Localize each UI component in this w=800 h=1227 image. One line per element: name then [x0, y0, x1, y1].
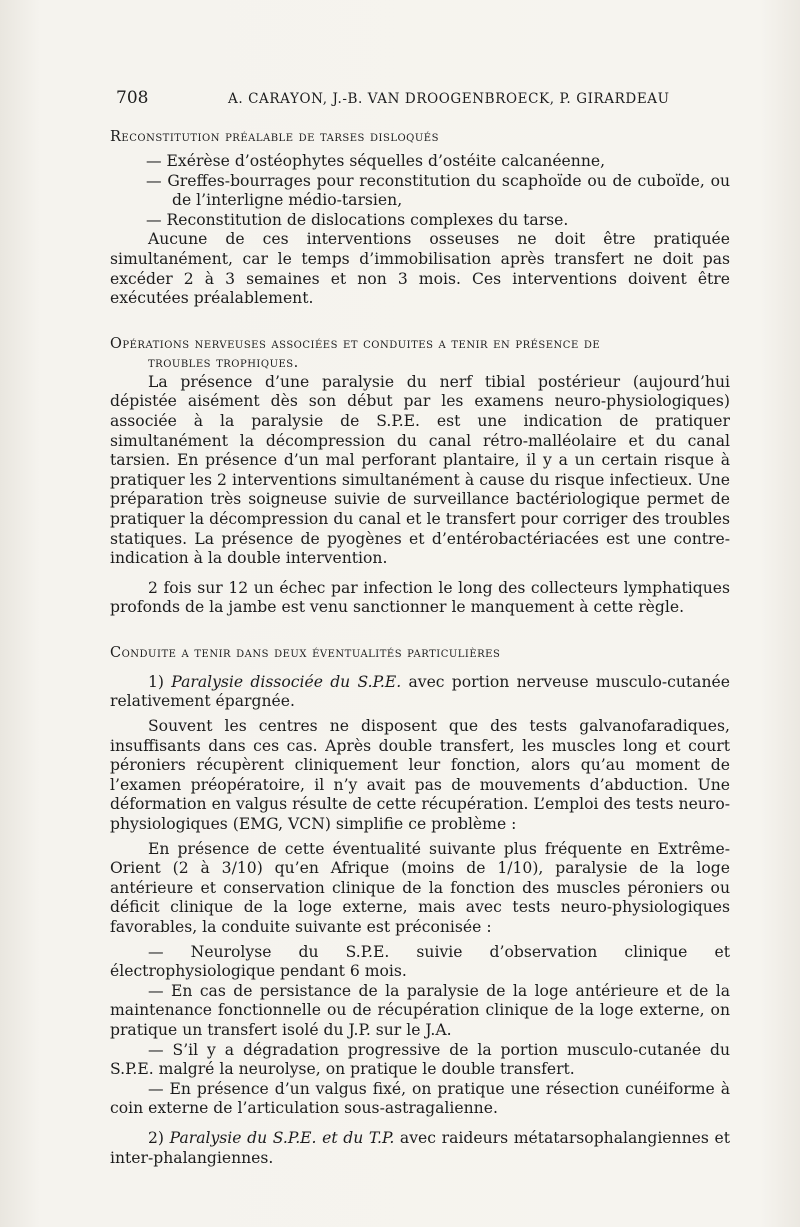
- item-number: 2): [148, 1128, 165, 1147]
- dash-paragraph: — S’il y a dégradation progressive de la portion musculo-cutanée du S.P.E. malgré la neurolyse, on pratique le double transfert.: [110, 1040, 730, 1079]
- dash-paragraph: — En cas de persistance de la paralysie de la loge antérieure et de la maintenance fonctionnelle ou de récupération clinique de la loge externe, on pratique un transfert isolé du J.P. sur le J.A.: [110, 981, 730, 1039]
- item-text: avec portion nerveuse musculo-cutanée relativement épargnée.: [110, 672, 730, 711]
- article-body: [110, 128, 730, 1168]
- paragraph: Aucune de ces interventions osseuses ne doit être pratiquée simultanément, car le temps d’immobilisation après transfert ne doit pas excéder 2 à 3 semaines et non 3 mois. Ces interventions doivent être exécutées préalablement.: [110, 230, 730, 308]
- paragraph: La présence d’une paralysie du nerf tibial postérieur (aujourd’hui dépistée aisément dès son début par les examens neuro-physiologiques) associée à la paralysie de S.P.E. est une indication de pratiquer simultanément la décompression du canal rétro-malléolaire et du canal tarsien. En présence d’un mal perforant plantaire, il y a un certain risque à pratiquer les 2 interventions simultanément à cause du risque infectieux. Une préparation très soigneuse suivie de surveillance bactériologique permet de pratiquer la décompression du canal et le transfert pour corriger des troubles statiques. La présence de pyogènes et d’entérobactériacées est une contre-indication à la double intervention.: [110, 372, 730, 568]
- running-head: A. CARAYON, J.-B. VAN DROOGENBROECK, P. GIRARDEAU: [228, 91, 670, 107]
- page-number: 708: [116, 88, 149, 108]
- section-title-conduite: Conduite a tenir dans deux éventualités particulières: [110, 644, 501, 661]
- numbered-item-2: [110, 1129, 730, 1168]
- section-title-operations-cont: troubles trophiques.: [148, 354, 299, 371]
- numbered-item-1: [110, 673, 730, 712]
- list-item: — Exérèse d’ostéophytes séquelles d’ostéite calcanéenne,: [146, 152, 606, 170]
- paragraph: En présence de cette éventualité suivante plus fréquente en Extrême-Orient (2 à 3/10) qu’en Afrique (moins de 1/10), paralysie de la loge antérieure et conservation clinique de la fonction des muscles péroniers ou déficit clinique de la loge externe, mais avec tests neuro-physiologiques favorables, la conduite suivante est préconisée :: [110, 839, 730, 936]
- section-title-operations: Opérations nerveuses associées et conduites a tenir en présence de: [110, 335, 601, 352]
- dash-paragraph: — Neurolyse du S.P.E. suivie d’observation clinique et électrophysiologique pendant 6 mois.: [110, 942, 730, 981]
- item-title: Paralysie du S.P.E. et du T.P.: [169, 1128, 395, 1147]
- paragraph: 2 fois sur 12 un échec par infection le long des collecteurs lymphatiques profonds de la jambe est venu sanctionner le manquement à cette règle.: [110, 578, 730, 617]
- item-number: 1): [148, 672, 165, 691]
- list-item: — Greffes-bourrages pour reconstitution du scaphoïde ou de cuboïde, ou de l’interligne médio-tarsien,: [146, 171, 730, 210]
- item-text: avec raideurs métatarsophalangiennes et inter-phalangiennes.: [110, 1128, 730, 1167]
- item-title: Paralysie dissociée du S.P.E.: [171, 672, 402, 691]
- section-title-reconstitution: Reconstitution préalable de tarses disloqués: [110, 129, 439, 145]
- list-item: — Reconstitution de dislocations complexes du tarse.: [146, 210, 569, 229]
- paragraph: Souvent les centres ne disposent que des tests galvanofaradiques, insuffisants dans ces cas. Après double transfert, les muscles long et court péroniers récupèrent cliniquement leur fonction, alors qu’au moment de l’examen préopératoire, il n’y avait pas de mouvements d’abduction. Une déformation en valgus résulte de cette récupération. L’emploi des tests neuro-physiologiques (EMG, VCN) simplifie ce problème :: [110, 717, 730, 834]
- page-header: [110, 88, 730, 112]
- dash-paragraph: — En présence d’un valgus fixé, on pratique une résection cunéiforme à coin externe de l’articulation sous-astragalienne.: [110, 1079, 730, 1118]
